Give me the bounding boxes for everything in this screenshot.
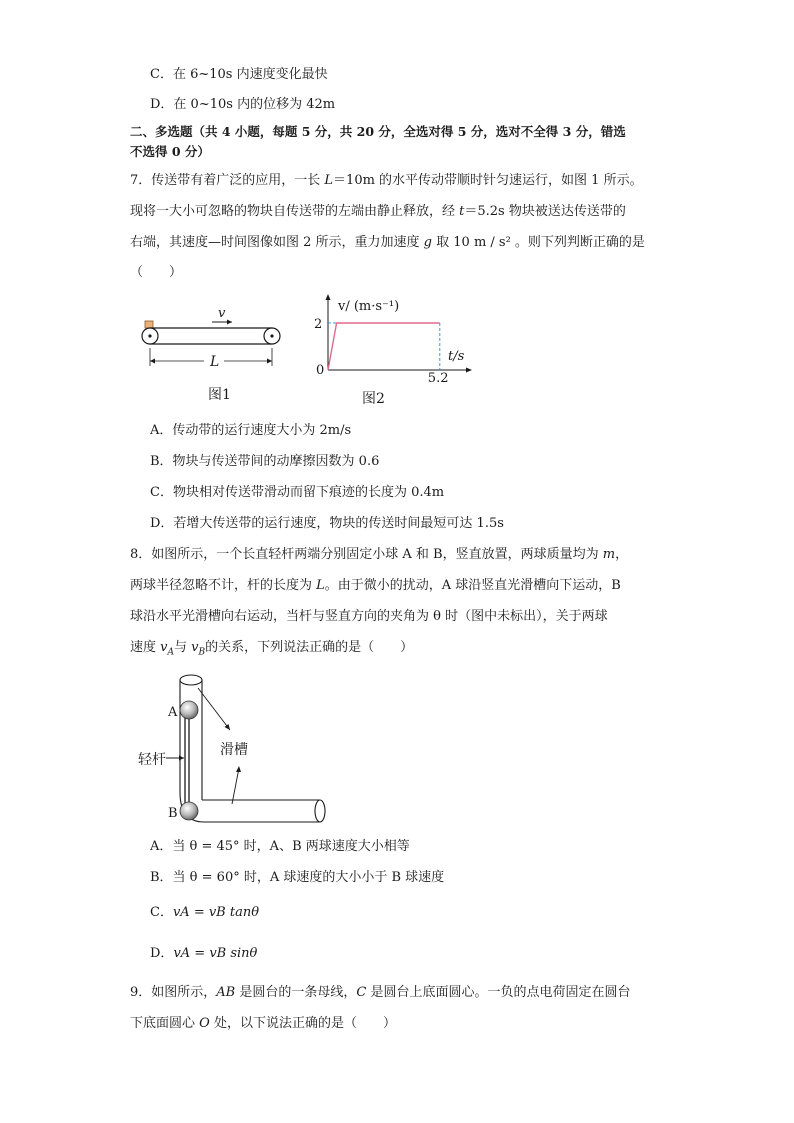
q8-option-d: D．vA = vB sinθ	[150, 946, 258, 961]
x-axis-label: t/s	[448, 349, 465, 364]
q7-option-c: C．物块相对传送带滑动而留下痕迹的长度为 0.4m	[150, 485, 445, 500]
q6-option-c: C．在 6~10s 内速度变化最快	[150, 67, 328, 82]
q8-option-c: C．vA = vB tanθ	[150, 905, 260, 920]
label-light-rod: 轻杆	[138, 752, 166, 768]
velocity-time-chart	[310, 292, 480, 408]
q8-stem-line1: 8．如图所示，一个长直轻杆两端分别固定小球 A 和 B，竖直放置，两球质量均为 m，	[130, 547, 629, 562]
belt-velocity-label: v	[218, 306, 226, 321]
q7-option-b: B．物块与传送带间的动摩擦因数为 0.6	[150, 454, 380, 469]
belt-length-label: L	[210, 354, 220, 370]
q8-option-a: A．当 θ = 45° 时，A、B 两球速度大小相等	[150, 839, 410, 854]
q7-stem-line2: 现将一大小可忽略的物块自传送带的左端由静止释放，经 t＝5.2s 物块被送达传送带的	[130, 204, 626, 219]
ball-b	[180, 802, 198, 820]
y-axis-label: v/ (m·s⁻¹)	[338, 299, 400, 314]
q6-option-d: D．在 0~10s 内的位移为 42m	[150, 97, 336, 112]
section-heading-line2: 不选得 0 分）	[130, 144, 210, 159]
label-b: B	[168, 806, 178, 821]
q7-option-a: A．传动带的运行速度大小为 2m/s	[150, 423, 352, 438]
origin-label: 0	[316, 363, 325, 378]
vertical-groove-top	[180, 675, 202, 685]
x-tick-5-2: 5.2	[427, 371, 449, 386]
label-a: A	[168, 705, 178, 720]
block-on-belt	[145, 321, 153, 328]
section-heading-line1: 二、多选题（共 4 小题，每题 5 分，共 20 分，全选对得 5 分，选对不全得 3 分，错选	[130, 124, 626, 139]
q7-option-d: D．若增大传送带的运行速度，物块的传送时间最短可达 1.5s	[150, 516, 504, 531]
q7-stem-line3: 右端，其速度—时间图像如图 2 所示，重力加速度 g 取 10 m / s² 。则下列判断正确的是	[130, 235, 645, 250]
q9-stem-line1: 9．如图所示，AB 是圆台的一条母线，C 是圆台上底面圆心。一负的点电荷固定在圆台	[130, 985, 631, 1000]
q9-stem-line2: 下底面圆心 O 处，以下说法正确的是（ ）	[130, 1016, 396, 1031]
velocity-series-line	[328, 323, 440, 370]
rod-groove-figure	[134, 662, 334, 828]
figure1-caption: 图1	[208, 387, 231, 403]
q8-stem-line2: 两球半径忽略不计，杆的长度为 L。由于微小的扰动，A 球沿竖直光滑槽向下运动，B	[130, 578, 621, 593]
conveyor-belt-figure	[138, 300, 288, 406]
figure2-caption: 图2	[362, 391, 385, 407]
ball-a	[180, 701, 198, 719]
q7-answer-paren: （ ）	[130, 265, 183, 280]
horizontal-groove-end	[315, 800, 325, 822]
label-groove: 滑槽	[220, 742, 248, 758]
q7-stem-line1: 7．传送带有着广泛的应用，一长 L＝10m 的水平传动带顺时针匀速运行，如图 1 所示。	[130, 173, 643, 188]
q8-stem-line3: 球沿水平光滑槽向右运动，当杆与竖直方向的夹角为 θ 时（图中未标出），关于两球	[130, 609, 608, 624]
y-tick-2: 2	[314, 317, 323, 332]
q8-stem-line4: 速度 $v_A$与 $v_B$的关系，下列说法正确的是（ ）	[130, 640, 414, 658]
q8-option-b: B．当 θ = 60° 时，A 球速度的大小小于 B 球速度	[150, 870, 445, 885]
velocity-arrow	[227, 320, 232, 325]
